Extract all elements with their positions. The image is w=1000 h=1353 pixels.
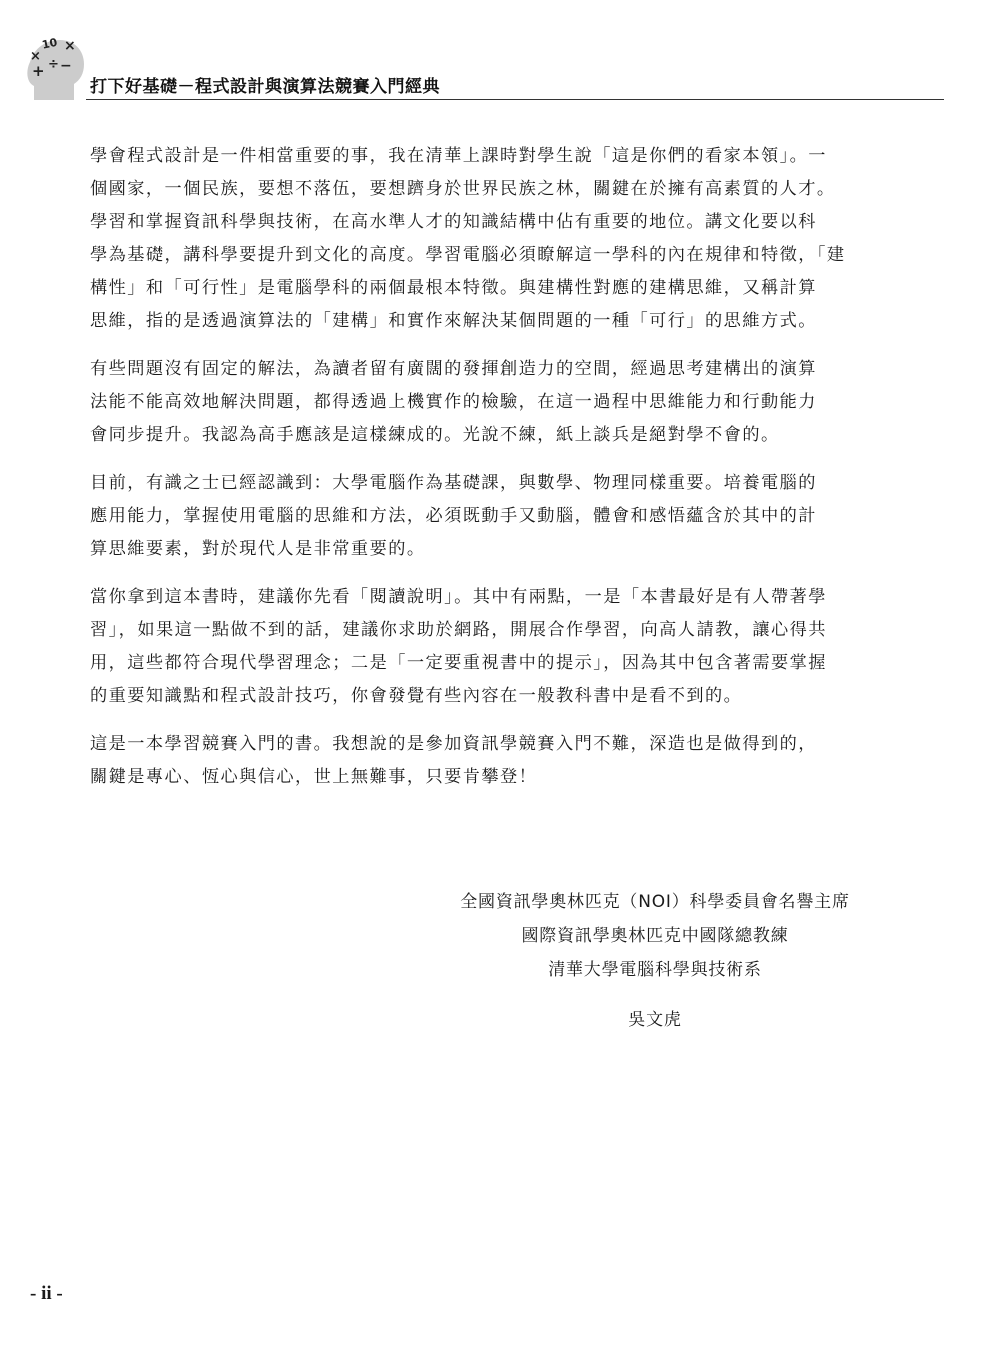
book-title: 打下好基礎－程式設計與演算法競賽入門經典 bbox=[90, 77, 440, 97]
signature-title-line: 全國資訊學奧林匹克（NOI）科學委員會名譽主席 bbox=[460, 892, 850, 912]
page-number: - ii - bbox=[30, 1283, 63, 1304]
text-line: 這是一本學習競賽入門的書。我想說的是參加資訊學競賽入門不難，深造也是做得到的， bbox=[90, 734, 817, 754]
signature-block bbox=[420, 885, 890, 1037]
text-line: 學會程式設計是一件相當重要的事，我在清華上課時對學生說「這是你們的看家本領」。一 bbox=[90, 146, 827, 166]
svg-text:10: 10 bbox=[40, 35, 59, 52]
text-line: 會同步提升。我認為高手應該是這樣練成的。光說不練，紙上談兵是絕對學不會的。 bbox=[90, 425, 780, 445]
text-line: 思維，指的是透過演算法的「建構」和實作來解決某個問題的一種「可行」的思維方式。 bbox=[90, 311, 817, 331]
page-header bbox=[0, 0, 1000, 110]
text-line: 有些問題沒有固定的解法，為讀者留有廣闊的發揮創造力的空間，經過思考建構出的演算 bbox=[90, 359, 817, 379]
svg-text:÷: ÷ bbox=[48, 57, 59, 72]
signature-title-line: 國際資訊學奧林匹克中國隊總教練 bbox=[521, 926, 789, 946]
svg-text:×: × bbox=[64, 38, 76, 54]
math-head-logo-icon bbox=[24, 30, 86, 102]
paragraph-1 bbox=[90, 140, 890, 338]
paragraph-3 bbox=[90, 467, 890, 566]
text-line: 個國家，一個民族，要想不落伍，要想躋身於世界民族之林，關鍵在於擁有高素質的人才。 bbox=[90, 179, 836, 199]
svg-text:+: + bbox=[32, 62, 45, 80]
text-line: 學習和掌握資訊科學與技術，在高水準人才的知識結構中佔有重要的地位。講文化要以科 bbox=[90, 212, 817, 232]
svg-text:×: × bbox=[30, 49, 41, 64]
header-divider bbox=[86, 99, 944, 100]
text-line: 用，這些都符合現代學習理念；二是「一定要重視書中的提示」，因為其中包含著需要掌握 bbox=[90, 653, 827, 673]
paragraph-5 bbox=[90, 728, 890, 794]
text-line: 算思維要素，對於現代人是非常重要的。 bbox=[90, 539, 426, 559]
text-line: 學為基礎，講科學要提升到文化的高度。學習電腦必須瞭解這一學科的內在規律和特徵，「建 bbox=[90, 245, 846, 265]
text-line: 的重要知識點和程式設計技巧，你會發覺有些內容在一般教科書中是看不到的。 bbox=[90, 686, 743, 706]
text-line: 目前，有識之士已經認識到：大學電腦作為基礎課，與數學、物理同樣重要。培養電腦的 bbox=[90, 473, 817, 493]
preface-body bbox=[90, 140, 890, 809]
author-name: 吳文虎 bbox=[628, 1010, 682, 1030]
text-line: 構性」和「可行性」是電腦學科的兩個最根本特徵。與建構性對應的建構思維，又稱計算 bbox=[90, 278, 817, 298]
text-line: 應用能力，掌握使用電腦的思維和方法，必須既動手又動腦，體會和感悟蘊含於其中的計 bbox=[90, 506, 817, 526]
signature-title-line: 清華大學電腦科學與技術系 bbox=[548, 960, 762, 980]
text-line: 當你拿到這本書時，建議你先看「閱讀說明」。其中有兩點，一是「本書最好是有人帶著學 bbox=[90, 587, 827, 607]
paragraph-2 bbox=[90, 353, 890, 452]
text-line: 法能不能高效地解決問題，都得透過上機實作的檢驗，在這一過程中思維能力和行動能力 bbox=[90, 392, 817, 412]
text-line: 習」，如果這一點做不到的話，建議你求助於網路，開展合作學習，向高人請教，讓心得共 bbox=[90, 620, 827, 640]
svg-text:−: − bbox=[60, 58, 72, 74]
text-line: 關鍵是專心、恆心與信心，世上無難事，只要肯攀登！ bbox=[90, 767, 538, 787]
paragraph-4 bbox=[90, 581, 890, 713]
